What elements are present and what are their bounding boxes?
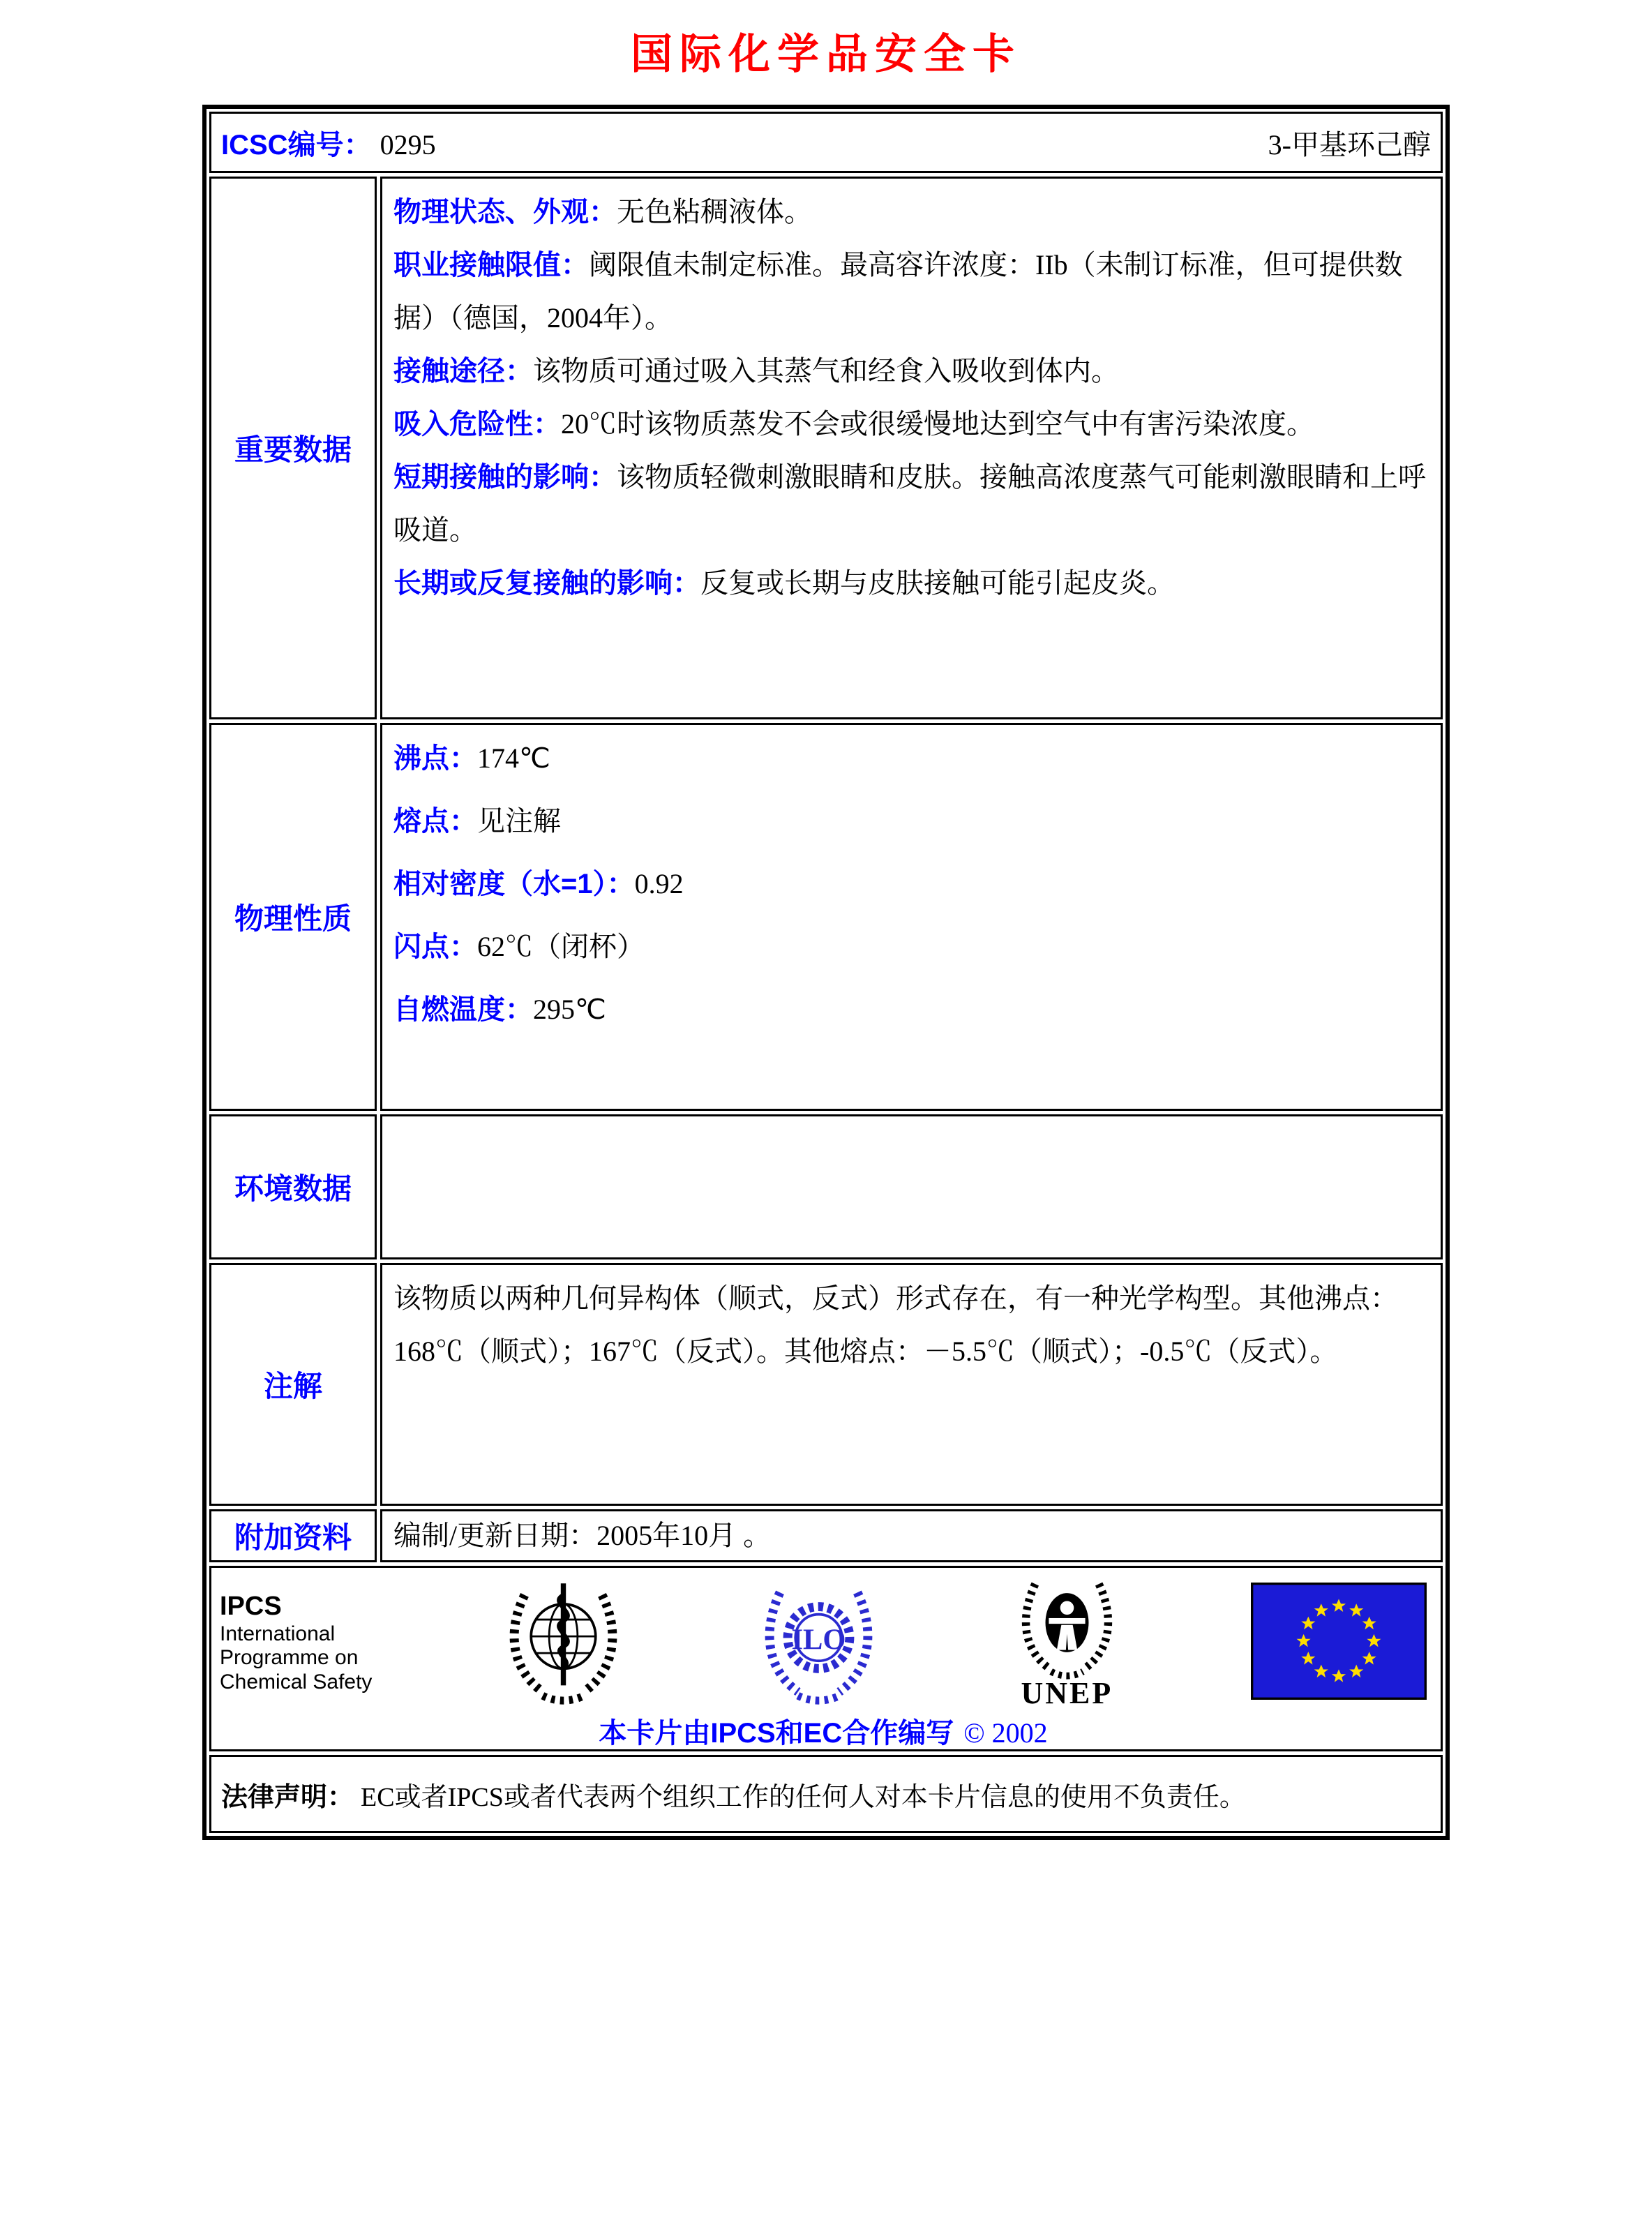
field-value: 20℃时该物质蒸发不会或很缓慢地达到空气中有害污染浓度。 [561, 408, 1314, 440]
notes-row-label: 注解 [209, 1263, 377, 1506]
field-value: 0.92 [634, 868, 684, 899]
field-label: 短期接触的影响： [393, 462, 617, 493]
physical-properties-row [209, 723, 1443, 1111]
ipcs-line2: Programme on [220, 1646, 359, 1670]
ipcs-line3: Chemical Safety [220, 1670, 373, 1693]
logos-cell [209, 1566, 1443, 1751]
ilo-logo-icon [754, 1577, 883, 1710]
field-value: 295℃ [533, 994, 606, 1025]
legal-text: EC或者IPCS或者代表两个组织工作的任何人对本卡片信息的使用不负责任。 [361, 1782, 1246, 1812]
field-label: 闪点： [393, 932, 477, 962]
important-data-content [380, 177, 1443, 719]
notes-row [209, 1263, 1443, 1506]
data-line [393, 983, 1429, 1036]
field-label: 接触途径： [393, 356, 533, 387]
data-line [393, 858, 1429, 911]
legal-row [209, 1755, 1443, 1833]
data-line [393, 239, 1429, 345]
field-value: 该物质可通过吸入其蒸气和经食入吸收到体内。 [533, 355, 1119, 387]
cooperation-caption [220, 1711, 1427, 1752]
field-value: 见注解 [477, 805, 561, 837]
caption-text: 本卡片由IPCS和EC合作编写 [599, 1718, 954, 1749]
data-line [393, 186, 1429, 239]
additional-info-row [209, 1509, 1443, 1562]
header-cell [209, 112, 1443, 173]
field-label: 自燃温度： [393, 994, 533, 1025]
environment-data-row [209, 1114, 1443, 1259]
data-line [393, 732, 1429, 785]
field-label: 吸入危险性： [393, 409, 561, 440]
field-value: 62℃（闭杯） [477, 931, 645, 962]
data-line [393, 451, 1429, 557]
data-line [393, 795, 1429, 848]
who-logo-icon [499, 1577, 628, 1710]
physical-properties-content [380, 723, 1443, 1111]
field-value: 阈限值未制定标准。最高容许浓度：IIb（未制订标准，但可提供数据）（德国，2004年）。 [393, 249, 1403, 334]
notes-content: 该物质以两种几何异构体（顺式，反式）形式存在，有一种光学构型。其他沸点：168℃（顺式）；167℃（反式）。其他熔点：－5.5℃（顺式）；-0.5℃（反式）。 [380, 1263, 1443, 1506]
field-value: 该物质轻微刺激眼睛和皮肤。接触高浓度蒸气可能刺激眼睛和上呼吸道。 [393, 461, 1426, 546]
legal-cell [209, 1755, 1443, 1833]
data-line [393, 398, 1429, 451]
ipcs-line1: International [220, 1622, 336, 1645]
additional-info-content: 编制/更新日期：2005年10月 。 [380, 1509, 1443, 1562]
environment-data-content [380, 1114, 1443, 1259]
environment-data-row-label: 环境数据 [209, 1114, 377, 1259]
field-value: 反复或长期与皮肤接触可能引起皮炎。 [700, 567, 1175, 599]
field-label: 物理状态、外观： [393, 197, 617, 227]
header-row [209, 112, 1443, 173]
logos-strip [220, 1575, 1427, 1711]
field-value: 无色粘稠液体。 [617, 196, 812, 227]
physical-properties-row-label: 物理性质 [209, 723, 377, 1111]
svg-text:ILO: ILO [791, 1623, 846, 1657]
field-value: 174℃ [477, 742, 550, 774]
field-label: 职业接触限值： [393, 250, 589, 281]
field-label: 沸点： [393, 743, 477, 774]
ipcs-text-block [220, 1592, 372, 1694]
unep-label: UNEP [1021, 1676, 1113, 1710]
important-data-row-label: 重要数据 [209, 177, 377, 719]
page-title: 国际化学品安全卡 [631, 31, 1021, 77]
logos-row [209, 1566, 1443, 1751]
field-label: 长期或反复接触的影响： [393, 568, 700, 599]
important-data-row [209, 177, 1443, 719]
data-line [393, 557, 1429, 610]
icsc-card-table [202, 105, 1450, 1840]
eu-flag-icon [1251, 1583, 1427, 1703]
icsc-number-value: 0295 [380, 128, 436, 160]
chemical-name: 3-甲基环己醇 [1268, 128, 1431, 160]
additional-info-row-label: 附加资料 [209, 1509, 377, 1562]
field-label: 熔点： [393, 806, 477, 837]
data-line [393, 920, 1429, 973]
unep-logo-icon [1009, 1575, 1125, 1711]
icsc-number-group [221, 123, 436, 163]
legal-label: 法律声明： [221, 1782, 354, 1812]
icsc-number-label: ICSC编号： [221, 129, 372, 160]
data-line [393, 345, 1429, 398]
copyright-text: © 2002 [963, 1717, 1048, 1749]
field-label: 相对密度（水=1）： [393, 869, 635, 899]
ipcs-acronym: IPCS [220, 1591, 282, 1621]
